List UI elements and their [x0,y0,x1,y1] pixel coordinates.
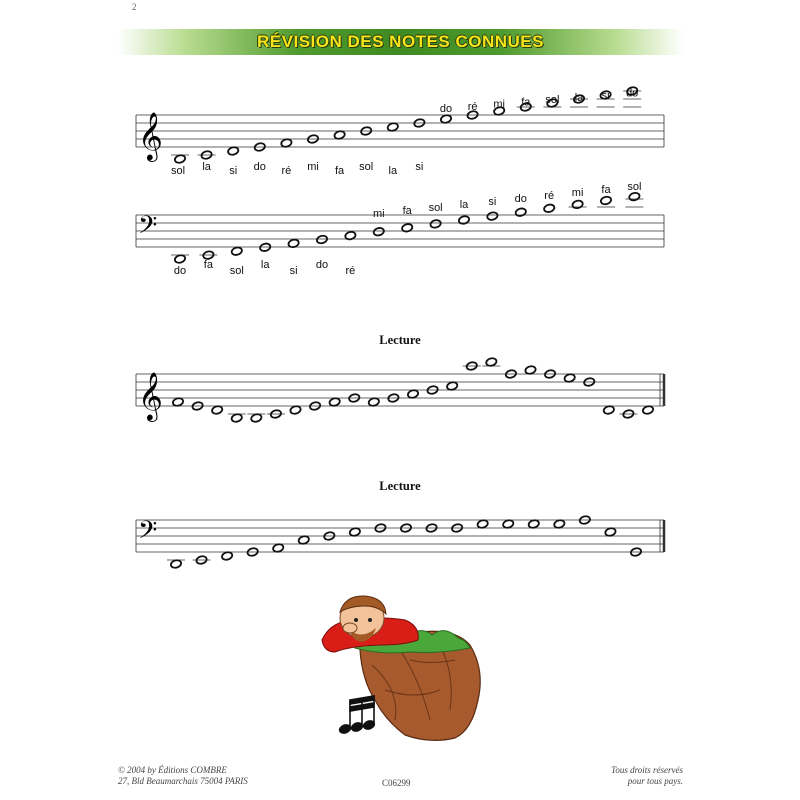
lecture-1-note [619,409,637,419]
treble-scale-staff [136,86,664,177]
treble-scale-note [440,114,452,124]
lecture-1-note [267,409,285,419]
lecture-1-note [368,397,380,407]
note-name-label: si [229,165,238,177]
note-name-label: fa [521,96,531,109]
note-name-label: do [315,259,329,271]
treble-scale-note [198,150,216,160]
copyright-line-1: © 2004 by Éditions COMBRE [118,765,227,775]
lecture-1-note [290,405,302,415]
lecture-1-staff [136,357,664,423]
lecture-1-note [642,405,654,415]
rights-block [611,765,683,787]
lecture-1-note [482,357,500,367]
note-name-label: do [514,193,527,205]
boy-on-cliff-with-notes-illustration [322,596,480,740]
note-name-label: sol [627,181,642,193]
lecture-1-note [228,413,246,423]
lecture-2-note [349,527,361,537]
lecture-heading-1: Lecture [379,333,421,347]
bass-scale-note [373,227,385,237]
treble-scale-note [227,146,239,156]
lecture-1-note [564,373,576,383]
lecture-2-note [502,519,514,529]
note-name-label: mi [307,161,319,173]
note-name-label: fa [335,165,345,177]
note-name-label: sol [229,265,244,277]
lecture-1-note [247,413,265,423]
copyright-block [118,765,248,787]
note-name-label: la [574,92,584,104]
lecture-2-note [604,527,616,537]
treble-scale-note [280,138,292,148]
note-name-label: sol [170,165,186,177]
lecture-1-note [407,389,419,399]
note-name-label: si [601,89,610,102]
lecture-1-note [603,405,615,415]
treble-clef-icon: 𝄞 [138,111,163,160]
note-name-label: do [253,161,266,173]
lecture-2-staff [136,515,664,569]
note-name-label: fa [402,205,412,217]
rights-line-1: Tous droits réservés [611,765,683,775]
note-name-label: do [173,265,187,277]
note-name-label: la [459,199,469,211]
bass-scale-note [597,196,615,207]
note-name-label: sol [545,94,560,107]
note-name-label: do [439,103,453,115]
lecture-2-note [528,519,540,529]
note-name-label: do [626,87,639,100]
treble-scale-note [334,130,346,140]
note-name-label: ré [544,190,555,202]
page-number: 2 [132,2,137,12]
treble-scale-note [387,122,399,132]
lecture-2-note [167,559,185,569]
note-name-label: sol [359,161,374,173]
page-title: RÉVISION DES NOTES CONNUES [257,32,544,51]
lecture-2-note [193,555,211,565]
lecture-2-note [477,519,489,529]
bass-clef-icon: 𝄢 [138,211,158,246]
lecture-2-note [221,551,233,561]
note-name-label: si [488,196,497,208]
bass-scale-note [569,200,587,210]
note-name-label: si [289,265,298,277]
lecture-1-note [172,397,184,407]
bass-scale-note [486,211,498,221]
catalog-number: C06299 [382,778,411,788]
lecture-1-note [446,381,458,391]
lecture-2-note [272,543,284,553]
note-name-label: ré [467,100,478,113]
treble-scale-note [171,154,189,164]
note-name-label: fa [203,259,213,271]
note-name-label: sol [428,202,443,214]
note-name-label: la [260,259,270,271]
bass-scale-staff [136,181,664,277]
note-name-label: ré [281,165,292,177]
bass-scale-note [430,219,442,229]
lecture-1-note [211,405,223,415]
bass-scale-note [625,192,643,207]
bass-scale-note [543,203,555,213]
bass-clef-icon: 𝄢 [138,516,158,551]
bass-scale-note [171,254,189,264]
lecture-1-note [329,397,341,407]
lecture-2-note [553,519,565,529]
treble-scale-notes [171,86,641,164]
lecture-heading-2: Lecture [379,479,421,493]
copyright-line-2: 27, Bld Beaumarchais 75004 PARIS [118,776,248,786]
note-name-label: ré [345,265,356,277]
note-name-label: mi [372,208,385,220]
rights-line-2: pour tous pays. [627,776,683,786]
note-name-label: la [202,161,211,173]
note-name-label: si [415,161,424,173]
note-name-label: mi [493,98,506,111]
lecture-1-note [463,361,481,371]
note-name-label: la [388,165,398,177]
bass-scale-note [515,207,527,217]
note-name-label: mi [571,187,584,199]
lecture-2-note [298,535,310,545]
bass-scale-note [231,246,243,256]
lecture-1-note [525,365,537,375]
note-name-label: fa [601,184,611,196]
treble-clef-icon: 𝄞 [138,371,163,420]
bass-scale-note [316,235,328,245]
